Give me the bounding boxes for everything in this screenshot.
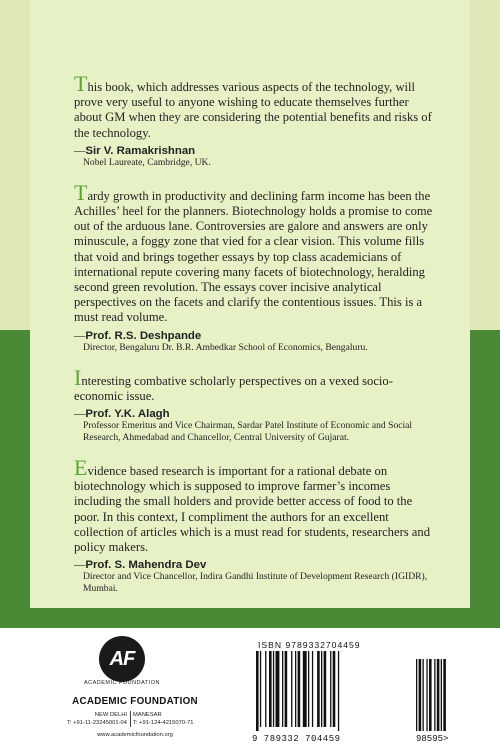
dropcap: I xyxy=(74,364,82,390)
barcode-bar xyxy=(269,651,272,727)
quotes-container xyxy=(74,71,434,613)
quote-affiliation: Professor Emeritus and Vice Chairman, Sardar Patel Institute of Economic and Social Research, Ahmedabad and Chancellor, Central University of Gujarat. xyxy=(83,420,413,444)
quote-text: This book, which addresses various aspects of the technology, will prove very useful to anyone wishing to educate themselves further about GM when they are considering the potential benefits and risks of the technology. xyxy=(74,71,432,140)
barcode-bar xyxy=(423,659,424,731)
barcode-bar xyxy=(429,659,432,731)
dropcap: E xyxy=(74,455,88,481)
quote-affiliation: Director and Vice Chancellor, Indira Gandhi Institute of Development Research (IGIDR), Mumbai. xyxy=(83,571,428,595)
barcode-bar xyxy=(330,651,331,727)
quote-text: Evidence based research is important for a rational debate on biotechnology which is supposed to improve farmer’s incomes including the small holders and provide better access of food to the poor. In this context, I compliment the authors for an excellent collection of articles which is a must read for students, researchers and policy makers. xyxy=(74,455,430,555)
publisher-logo-icon: AF xyxy=(99,636,145,682)
quote-affiliation: Nobel Laureate, Cambridge, UK. xyxy=(83,156,211,168)
barcode-bar xyxy=(298,651,301,727)
contact-divider xyxy=(130,711,131,727)
barcode-bar xyxy=(416,659,417,731)
barcode-bar xyxy=(291,651,292,727)
barcode-bar xyxy=(426,659,427,731)
barcode-bar xyxy=(434,659,435,731)
barcode-bar xyxy=(317,651,320,727)
barcode-bar xyxy=(276,651,280,727)
quote-author: —Sir V. Ramakrishnan xyxy=(74,144,196,157)
barcode-bar xyxy=(312,651,313,727)
dropcap: T xyxy=(74,71,88,96)
left-city: NEW DELHI xyxy=(94,712,127,718)
quote-block-3 xyxy=(74,364,434,444)
barcode-bar xyxy=(260,651,261,727)
quote-author: —Prof. R.S. Deshpande xyxy=(74,329,202,342)
barcode-icon xyxy=(256,651,466,731)
barcode-digits: 9 789332 704459 xyxy=(252,734,341,744)
barcode-bar xyxy=(437,659,440,731)
barcode-bar xyxy=(324,651,327,727)
barcode-bar xyxy=(256,651,259,731)
right-city: MANESAR xyxy=(133,712,162,718)
barcode-bar xyxy=(282,651,283,727)
barcode-bar xyxy=(333,651,336,727)
dropcap: T xyxy=(74,179,88,205)
barcode-addon: 98595> xyxy=(416,734,449,744)
publisher-name: ACADEMIC FOUNDATION xyxy=(72,696,198,707)
quote-block-1 xyxy=(74,71,434,169)
barcode-bar xyxy=(265,651,266,727)
barcode-bar xyxy=(273,651,274,727)
barcode-bar xyxy=(441,659,442,731)
quote-block-4 xyxy=(74,455,434,595)
barcode-bar xyxy=(321,651,322,727)
barcode-bar xyxy=(303,651,307,727)
barcode-bar xyxy=(295,651,296,727)
barcode-bar xyxy=(338,651,339,731)
barcode-bar xyxy=(308,651,309,727)
barcode-bar xyxy=(285,651,288,727)
quote-text: Interesting combative scholarly perspectives on a vexed socio-economic issue. xyxy=(74,364,393,403)
logo-arc-text: ACADEMIC FOUNDATION xyxy=(83,680,160,686)
right-phone: T: +91-124-4215070-71 xyxy=(133,720,194,726)
left-phone: T: +91-11-23245001-04 xyxy=(66,720,127,726)
quote-author: —Prof. S. Mahendra Dev xyxy=(74,559,207,572)
quote-affiliation: Director, Bengaluru Dr. B.R. Ambedkar School of Economics, Bengaluru. xyxy=(83,341,368,353)
publisher-website: www.academicfoundation.org xyxy=(97,732,173,738)
quote-block-2 xyxy=(74,179,434,354)
quote-author: —Prof. Y.K. Alagh xyxy=(74,408,170,421)
quote-text: Tardy growth in productivity and declining farm income has been the Achilles’ heel for the planners. Biotechnology holds a promise to come out of the arduous lane. Controversies are galore and answers are only minuscule, a foggy zone that vied for a clear vision. This volume fills that void and brings together essays by top class academicians of international repute covering many facets of biotechnology, heralding second green revolution. The essays cover incisive analytical perspectives on the facets and clarify the contentious issues. This is a must read volume. xyxy=(74,179,433,325)
isbn-label: ISBN 9789332704459 xyxy=(258,640,361,650)
barcode-bar xyxy=(443,659,446,731)
barcode-bar xyxy=(419,659,422,731)
